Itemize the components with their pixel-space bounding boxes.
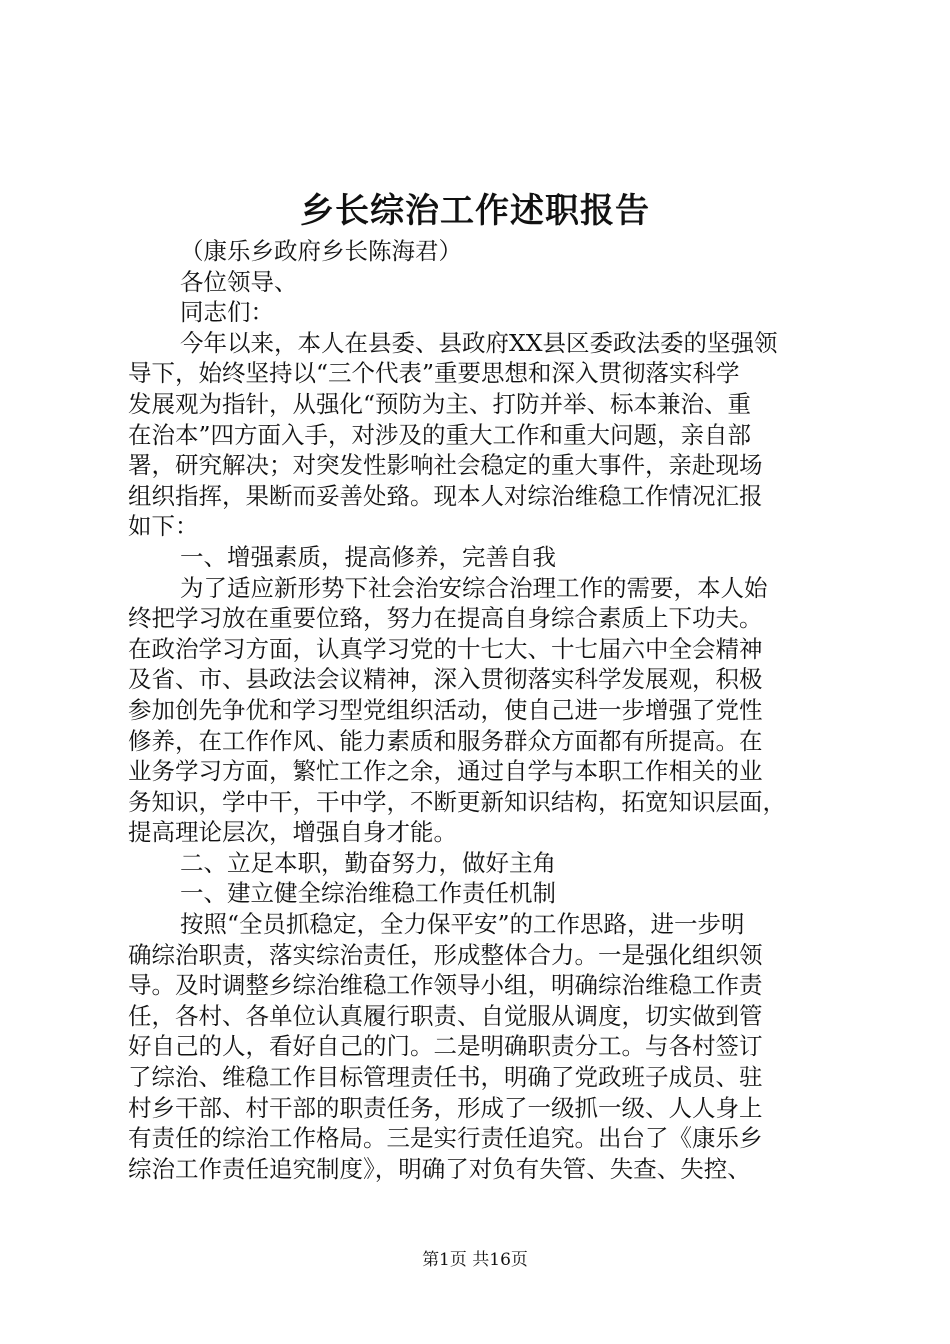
text-line: 导。及时调整乡综治维稳工作领导小组，明确综治维稳工作责 <box>128 971 763 1000</box>
text-line: 在政治学习方面，认真学习党的十七大、十七届六中全会精神 <box>128 634 763 663</box>
text-line: 提高理论层次，增强自身才能。 <box>128 818 457 847</box>
text-line: 按照“全员抓稳定，全力保平安”的工作思路，进一步明 <box>180 910 745 939</box>
text-line: 业务学习方面，繁忙工作之余，通过自学与本职工作相关的业 <box>128 757 763 786</box>
author-line: （康乐乡政府乡长陈海君） <box>180 237 462 265</box>
text-line: 好自己的人，看好自己的门。二是明确职责分工。与各村签订 <box>128 1032 763 1061</box>
text-line: 在治本”四方面入手，对涉及的重大工作和重大问题，亲自部 <box>128 420 752 449</box>
text-line: 确综治职责，落实综治责任，形成整体合力。一是强化组织领 <box>128 940 763 969</box>
text-line: 参加创先争优和学习型党组织活动，使自己进一步增强了党性 <box>128 695 763 724</box>
salutation-line: 各位领导、 <box>180 267 298 296</box>
text-line: 任，各村、各单位认真履行职责、自觉服从调度，切实做到管 <box>128 1001 763 1030</box>
page-footer: 第1页 共16页 <box>422 1250 528 1270</box>
text-line: 村乡干部、村干部的职责任务，形成了一级抓一级、人人身上 <box>128 1093 763 1122</box>
text-line: 如下： <box>128 512 199 541</box>
document-title: 乡长综治工作述职报告 <box>300 191 650 231</box>
section-heading: 一、增强素质，提高修养，完善自我 <box>180 542 556 571</box>
text-line: 了综治、维稳工作目标管理责任书，明确了党政班子成员、驻 <box>128 1063 763 1092</box>
text-line: 及省、市、县政法会议精神，深入贯彻落实科学发展观，积极 <box>128 665 763 694</box>
document-body <box>128 236 848 1184</box>
text-line: 为了适应新形势下社会治安综合治理工作的需要，本人始 <box>180 573 768 602</box>
section-heading: 一、建立健全综治维稳工作责任机制 <box>180 879 556 908</box>
text-line: 终把学习放在重要位臵，努力在提高自身综合素质上下功夫。 <box>128 604 763 633</box>
text-line: 有责任的综治工作格局。三是实行责任追究。出台了《康乐乡 <box>128 1124 763 1153</box>
section-heading: 二、立足本职，勤奋努力，做好主角 <box>180 848 556 877</box>
text-line: 导下，始终坚持以“三个代表”重要思想和深入贯彻落实科学 <box>128 359 740 388</box>
text-line: 务知识，学中干，干中学，不断更新知识结构，拓宽知识层面， <box>128 787 786 816</box>
salutation-line: 同志们： <box>180 298 274 327</box>
text-line: 组织指挥，果断而妥善处臵。现本人对综治维稳工作情况汇报 <box>128 481 763 510</box>
text-line: 署，研究解决；对突发性影响社会稳定的重大事件，亲赴现场 <box>128 451 763 480</box>
text-line: 修养，在工作作风、能力素质和服务群众方面都有所提高。在 <box>128 726 763 755</box>
text-line: 综治工作责任追究制度》，明确了对负有失管、失查、失控、 <box>128 1154 751 1183</box>
text-line: 发展观为指针，从强化“预防为主、打防并举、标本兼治、重 <box>128 389 752 418</box>
text-line: 今年以来，本人在县委、县政府XX县区委政法委的坚强领 <box>180 328 778 357</box>
